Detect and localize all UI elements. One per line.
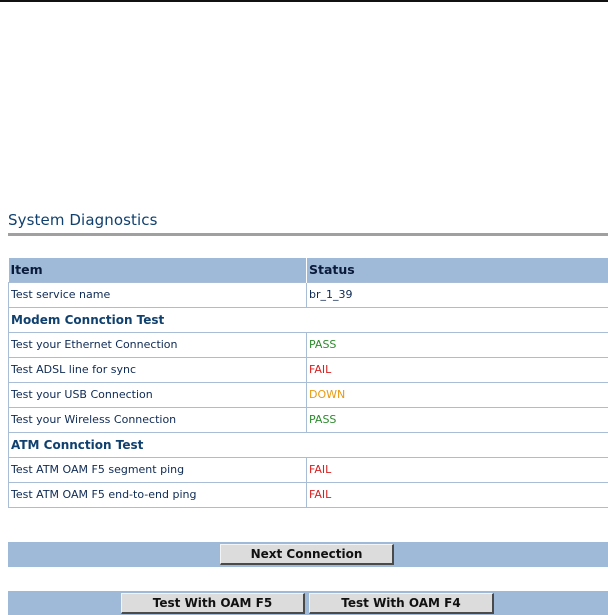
table-row-f5-end-to-end — [9, 482, 608, 507]
status-pass: PASS — [307, 332, 608, 357]
test-item-label: Test ATM OAM F5 segment ping — [9, 457, 307, 482]
test-item-label: Test your USB Connection — [9, 382, 307, 407]
title-underline — [8, 233, 608, 236]
status-pass: PASS — [307, 407, 608, 432]
column-header-status: Status — [307, 258, 608, 282]
status-down: DOWN — [307, 382, 608, 407]
column-header-item: Item — [9, 258, 307, 282]
table-row-usb — [9, 382, 608, 407]
section-title-modem: Modem Connction Test — [9, 307, 608, 332]
test-item-label: Test ATM OAM F5 end-to-end ping — [9, 482, 307, 507]
table-row-adsl-sync — [9, 357, 608, 382]
test-item-label: Test ADSL line for sync — [9, 357, 307, 382]
test-item-label: Test service name — [9, 282, 307, 307]
oam-test-bar — [8, 591, 608, 615]
test-item-label: Test your Wireless Connection — [9, 407, 307, 432]
status-fail: FAIL — [307, 357, 608, 382]
section-title-atm: ATM Connction Test — [9, 432, 608, 457]
status-fail: FAIL — [307, 482, 608, 507]
test-status-value: br_1_39 — [307, 282, 608, 307]
table-row-ethernet — [9, 332, 608, 357]
page-title: System Diagnostics — [8, 211, 158, 229]
table-row-f5-segment — [9, 457, 608, 482]
test-oam-f4-button[interactable]: Test With OAM F4 — [309, 593, 494, 614]
table-row-service-name — [9, 282, 608, 307]
table-header-row — [9, 258, 608, 282]
status-fail: FAIL — [307, 457, 608, 482]
diagnostics-table — [8, 258, 608, 508]
next-connection-button[interactable]: Next Connection — [220, 544, 394, 565]
section-header-atm — [9, 432, 608, 457]
table-row-wireless — [9, 407, 608, 432]
test-oam-f5-button[interactable]: Test With OAM F5 — [121, 593, 305, 614]
section-header-modem — [9, 307, 608, 332]
test-item-label: Test your Ethernet Connection — [9, 332, 307, 357]
top-divider — [0, 0, 608, 2]
